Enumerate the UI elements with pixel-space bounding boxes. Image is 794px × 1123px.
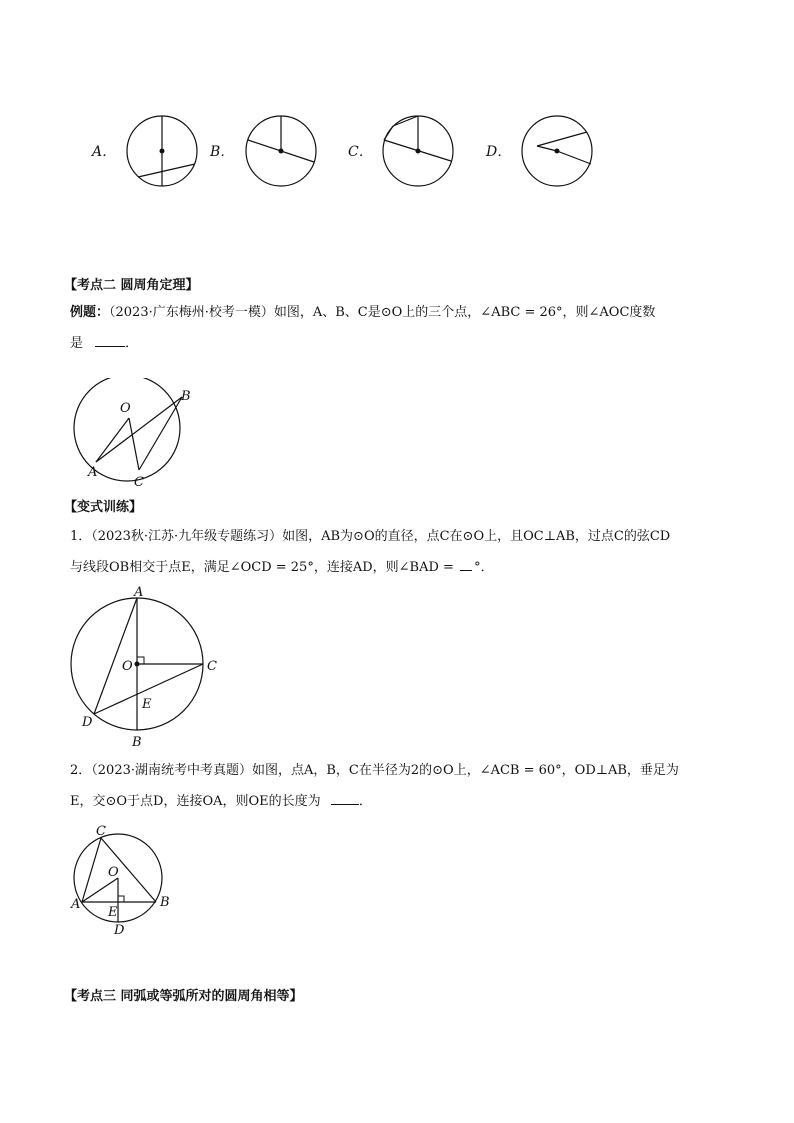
example-line-1 <box>70 303 655 323</box>
q2-label-d: D <box>114 923 125 938</box>
section-heading-2: 【考点二 圆周角定理】 <box>64 278 199 293</box>
q1-label-c: C <box>207 659 217 674</box>
example-end: ． <box>125 336 139 351</box>
example-text-2: 是 <box>70 336 84 351</box>
option-a-label: A． <box>92 144 117 160</box>
option-c-figure <box>380 113 456 189</box>
q1-text-b: °． <box>474 560 494 575</box>
option-c-label: C． <box>348 144 373 160</box>
example-label-a: A <box>88 465 98 480</box>
q1-label-b: B <box>132 735 142 750</box>
q1-line-2 <box>70 558 494 578</box>
q2-label-e: E <box>108 905 118 920</box>
option-b-label: B． <box>210 144 235 160</box>
q2-label-o: O <box>108 865 119 880</box>
q1-figure <box>62 584 232 752</box>
example-lead: 例题： <box>70 305 110 320</box>
q1-label-e: E <box>142 697 152 712</box>
q2-line-2 <box>70 792 372 812</box>
example-figure <box>64 378 204 490</box>
example-label-b: B <box>181 389 191 404</box>
q2-text-b: ． <box>358 794 372 809</box>
example-label-c: C <box>134 475 144 490</box>
q1-label-a: A <box>134 585 144 600</box>
answer-blank-example <box>95 334 125 347</box>
q2-label-b: B <box>160 895 170 910</box>
q2-line-1: 2．（2023·湖南统考中考真题）如图，点A，B，C在半径为2的⊙O上，∠ACB = 60°，OD⊥AB，垂足为 <box>70 763 679 778</box>
q2-label-a: A <box>71 897 81 912</box>
q1-label-o: O <box>122 659 133 674</box>
example-label-o: O <box>120 401 131 416</box>
section-heading-3: 【考点三 同弧或等弧所对的圆周角相等】 <box>64 989 303 1004</box>
answer-blank-q2 <box>331 792 359 805</box>
q1-label-d: D <box>82 715 93 730</box>
q1-text-a: 与线段OB相交于点E，满足∠OCD = 25°，连接AD，则∠BAD = <box>70 560 454 575</box>
option-a-figure <box>124 113 200 189</box>
answer-blank-q1 <box>460 558 472 571</box>
option-b-figure <box>243 113 319 189</box>
example-text: （2023·广东梅州·校考一模）如图，A、B、C是⊙O上的三个点，∠ABC = 26°，则∠AOC度数 <box>109 305 656 320</box>
option-d-label: D． <box>486 144 512 160</box>
q2-label-c: C <box>96 824 106 839</box>
q2-text-a: E，交⊙O于点D，连接OA，则OE的长度为 <box>70 794 321 809</box>
example-line-2 <box>70 334 138 354</box>
q2-figure <box>66 820 186 938</box>
option-d-figure <box>519 113 595 189</box>
section-heading-variant: 【变式训练】 <box>64 500 143 515</box>
q1-line-1: 1．（2023秋·江苏·九年级专题练习）如图，AB为⊙O的直径，点C在⊙O上，且OC⊥AB，过点C的弦CD <box>70 529 671 544</box>
